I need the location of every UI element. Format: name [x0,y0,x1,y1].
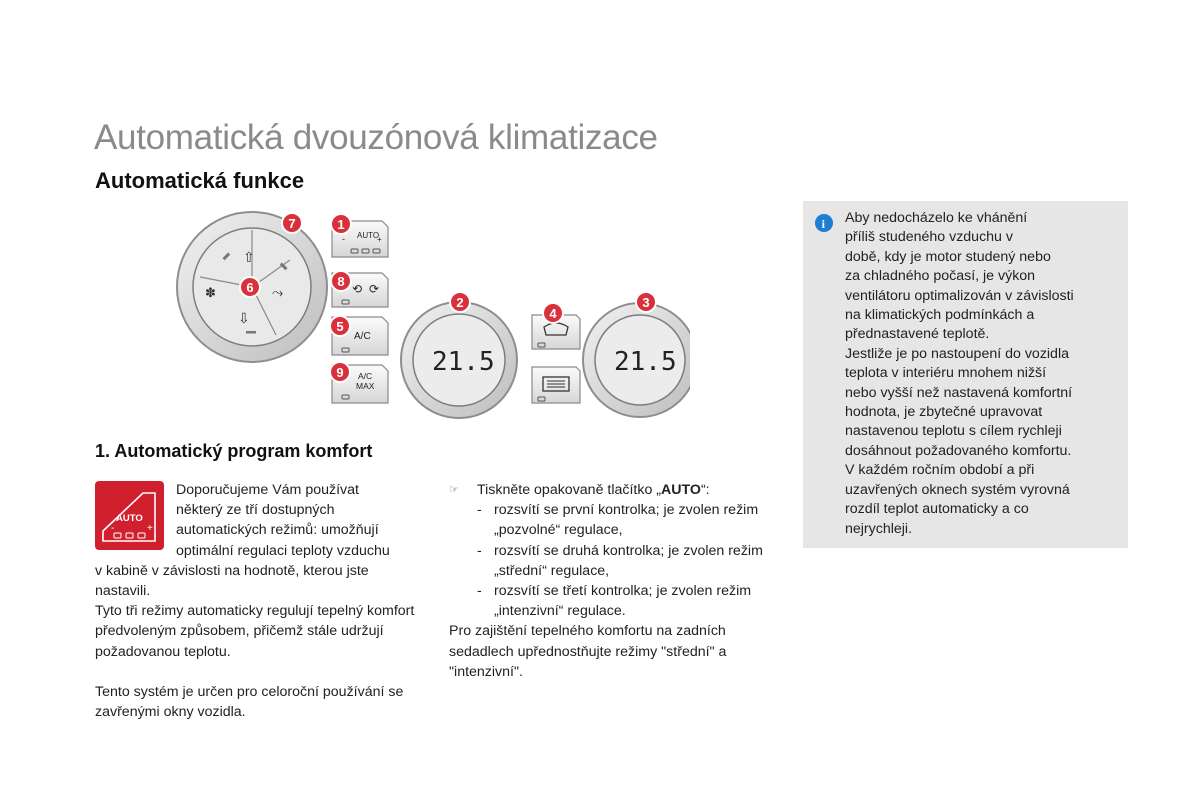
pointing-hand-icon: ☞ [449,484,459,496]
svg-text:i: i [821,217,825,231]
column-left [95,480,415,722]
svg-text:⟳: ⟳ [369,282,380,296]
callout-5 [330,316,350,336]
rear-screen-demist-button[interactable] [532,367,580,403]
svg-text:4: 4 [549,306,557,321]
callout-4 [543,303,563,323]
paragraph-usage: Tento systém je určen pro celoroční používání se zavřenými okny vozidla. [95,683,404,721]
list-item: - rozsvítí se první kontrolka; je zvolen režim „pozvolné“ regulace, [477,502,759,539]
badge-label: AUTO [116,513,143,524]
info-box [803,201,1128,548]
intro-line-3: automatických režimů: umožňují [176,522,379,539]
info-icon [815,214,833,232]
auto-plus: + [377,235,382,244]
section-heading: 1. Automatický program komfort [95,441,373,461]
svg-text:6: 6 [246,280,254,295]
right-temperature-dial[interactable] [583,303,690,417]
svg-text:1: 1 [337,217,345,232]
svg-text:⤳: ⤳ [272,285,284,301]
info-text: Aby nedocházelo ke vhánění příliš studeného vzduchu v době, kdy je motor studený nebo za chladného počasí, je výkon ventilátoru optimalizován v závislosti na klimatických podmínkách a přednastavené teplotě. Jestliže je po nastoupení do vozidla teplota v interiéru mnohem nižší nebo vyšší než nastavená komfortní hodnota, je zbytečné upravovat nastavenou teplotu s cílem rychleji dosáhnout požadovaného komfortu. V každém ročním období a při uzavřených oknech systém vyrovná rozdíl teplot automaticky a co nejrychleji. [845,210,1074,537]
svg-text:⟲: ⟲ [352,282,363,296]
callout-9 [330,362,350,382]
callout-8 [331,271,351,291]
ac-max-label-2: MAX [356,381,375,391]
svg-text:9: 9 [336,365,344,380]
svg-text:⇩: ⇩ [238,311,250,327]
page-title: Automatická dvouzónová klimatizace [94,118,658,157]
paragraph-modes: Tyto tři režimy automaticky regulují tepelný komfort předvoleným způsobem, přičemž stále udržují požadovanou teplotu. [95,603,415,660]
left-temperature-dial[interactable] [401,302,517,418]
list-item: - rozsvítí se třetí kontrolka; je zvolen režim „intenzivní“ regulace. [477,583,752,620]
column-middle [449,480,784,682]
auto-button-label: AUTO [357,231,380,240]
callout-2 [450,292,470,312]
right-temperature-value: 21.5 [614,347,677,377]
climate-panel-diagram [170,205,690,420]
list-item: - rozsvítí se druhá kontrolka; je zvolen režim „střední“ regulace, [477,542,763,579]
callout-1 [331,214,351,234]
ac-max-label-1: A/C [358,371,373,381]
paragraph-rear-comfort: Pro zajištění tepelného komfortu na zadních sedadlech upřednostňujte režimy "střední" a "intenzivní". [449,623,727,680]
svg-text:7: 7 [288,216,296,231]
auto-badge-icon [95,481,164,550]
svg-text:3: 3 [642,295,650,310]
svg-text:✽: ✽ [205,286,216,301]
bullet-auto-word: AUTO [661,482,701,498]
svg-text:8: 8 [337,274,345,289]
bullet-prefix: Tiskněte opakovaně tlačítko „ [477,482,662,498]
intro-continuation: v kabině v závislosti na hodnotě, kterou jste nastavili. [95,562,369,600]
svg-text:⇧: ⇧ [243,250,255,266]
auto-minus: - [342,234,345,244]
mode-list [449,500,784,621]
intro-line-2: některý ze tří dostupných [176,502,335,519]
intro-line-1: Doporučujeme Vám používat [176,482,359,498]
badge-minus: - [111,523,115,534]
instruction-bullet [449,480,784,500]
svg-text:2: 2 [456,295,464,310]
callout-6 [240,277,260,297]
intro-line-4: optimální regulaci teploty vzduchu [176,542,390,559]
ac-button-label: A/C [354,331,371,342]
callout-7 [282,213,302,233]
badge-plus: + [147,523,153,534]
page-subtitle: Automatická funkce [95,168,305,193]
left-temperature-value: 21.5 [432,347,495,377]
callout-3 [636,292,656,312]
svg-text:5: 5 [336,319,344,334]
bullet-suffix: “: [700,482,710,498]
